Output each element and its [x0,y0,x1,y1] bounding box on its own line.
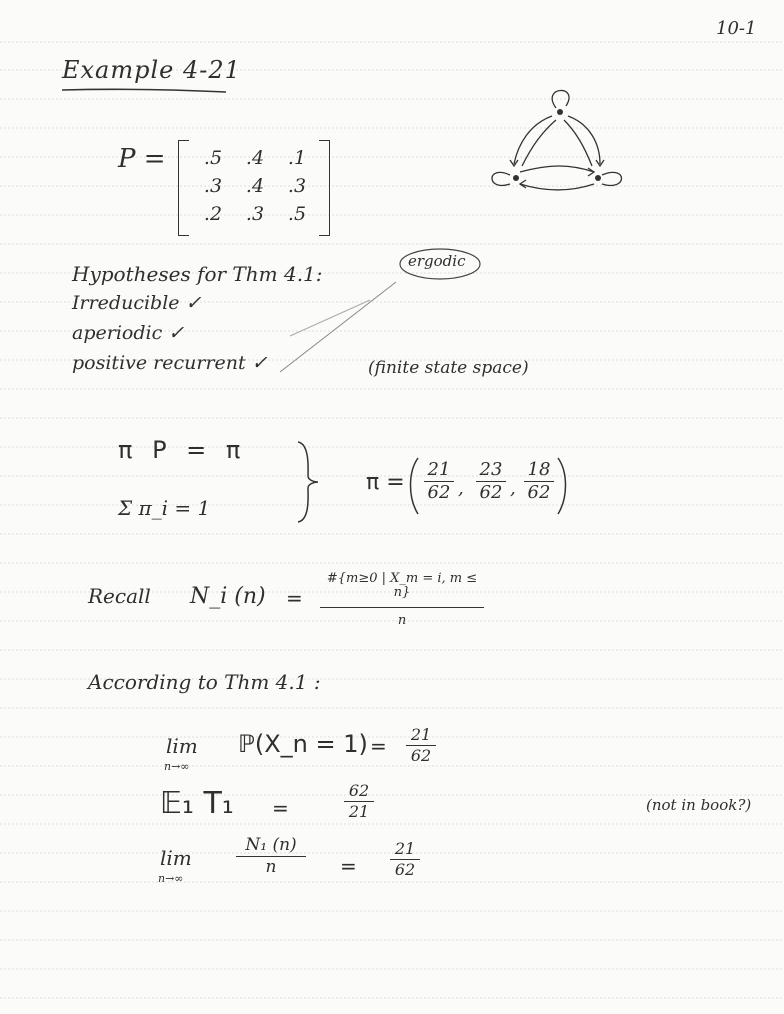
lim-3-word: lim [160,846,192,870]
pi-component-1 [424,460,454,503]
state-node-1 [557,109,563,115]
pi-2-denominator: 62 [479,481,503,503]
lim-3-sub: n→∞ [158,872,184,885]
self-loop-top [552,90,569,108]
hypothesis-aperiodic: aperiodic ✓ [72,322,185,344]
limit-3-ratio-denominator: n [265,856,277,877]
transition-matrix [178,140,330,236]
pi-component-3 [524,460,554,503]
matrix-right-bracket [319,140,330,236]
page-number: 10-1 [716,18,757,39]
not-in-book-note: (not in book?) [646,796,752,814]
hypotheses-heading: Hypotheses for Thm 4.1: [72,262,323,286]
limit-3-ratio-numerator: N₁ (n) [245,835,297,855]
page-title: Example 4-21 [62,56,241,84]
recall-label: Recall [88,584,151,608]
limit-1-equals: = [370,734,387,758]
pi-component-2 [476,460,506,503]
according-line: According to Thm 4.1 : [88,670,321,694]
pi-1-numerator: 21 [427,459,451,480]
edge-left-top [522,120,556,166]
limit-2-numerator: 62 [348,781,370,800]
state-diagram [480,80,640,200]
stationary-eq-2: Σ π_i = 1 [118,496,211,520]
pi-1-denominator: 62 [427,481,451,503]
matrix-cell: .3 [245,203,265,225]
matrix-cell: .4 [245,147,265,169]
edge-right-top [564,120,592,166]
edge-top-left [514,116,552,164]
recall-denominator: n [397,612,407,628]
hypothesis-positive-recurrent: positive recurrent ✓ [72,352,268,374]
limit-2-denominator: 21 [348,801,370,821]
limit-2-value [344,782,374,820]
state-node-2 [513,175,519,181]
pi-3-denominator: 62 [527,481,551,503]
hypothesis-irreducible: Irreducible ✓ [72,292,202,314]
right-brace [294,440,324,524]
recall-equals: = [286,586,303,610]
limit-3-equals: = [340,854,357,878]
matrix-cell: .2 [203,203,223,225]
limit-3-numerator: 21 [394,839,416,858]
matrix-cell: .5 [287,203,307,225]
edge-right-left [520,184,594,190]
limit-2-expr: 𝔼₁ T₁ [160,786,234,821]
limit-2-equals: = [272,796,289,820]
matrix-cell: .1 [287,147,307,169]
lim-1-word: lim [166,734,198,758]
matrix-grid [192,144,318,228]
self-loop-right [602,172,622,185]
edge-left-right [520,166,594,172]
limit-3-ratio [236,836,306,876]
stationary-eq-1: π P = π [118,436,247,464]
matrix-label: P = [118,144,166,174]
recall-lhs: N_i (n) [190,584,266,609]
self-loop-left [492,172,510,185]
edge-top-right [568,116,600,164]
finite-state-note: (finite state space) [368,358,529,378]
title-underline [60,86,230,96]
matrix-cell: .4 [245,175,265,197]
limit-3-denominator: 62 [394,859,416,879]
pi-comma: , [458,478,464,499]
limit-1-denominator: 62 [410,745,432,765]
pi-label: π = [366,470,405,495]
limit-3-value [390,840,420,878]
pi-3-numerator: 18 [527,459,551,480]
pi-2-numerator: 23 [479,459,503,480]
lim-1-sub: n→∞ [164,760,190,773]
recall-numerator: #{m≥0 | X_m = i, m ≤ n} [326,571,478,601]
ergodic-note: ergodic [408,252,466,270]
recall-fraction [320,572,484,628]
matrix-cell: .3 [287,175,307,197]
matrix-cell: .5 [203,147,223,169]
limit-1-numerator: 21 [410,725,432,744]
pi-comma: , [510,478,516,499]
matrix-cell: .3 [203,175,223,197]
state-node-3 [595,175,601,181]
limit-1-expr: ℙ(X_n = 1) [238,730,368,758]
matrix-left-bracket [178,140,189,236]
limit-1-value [406,726,436,764]
